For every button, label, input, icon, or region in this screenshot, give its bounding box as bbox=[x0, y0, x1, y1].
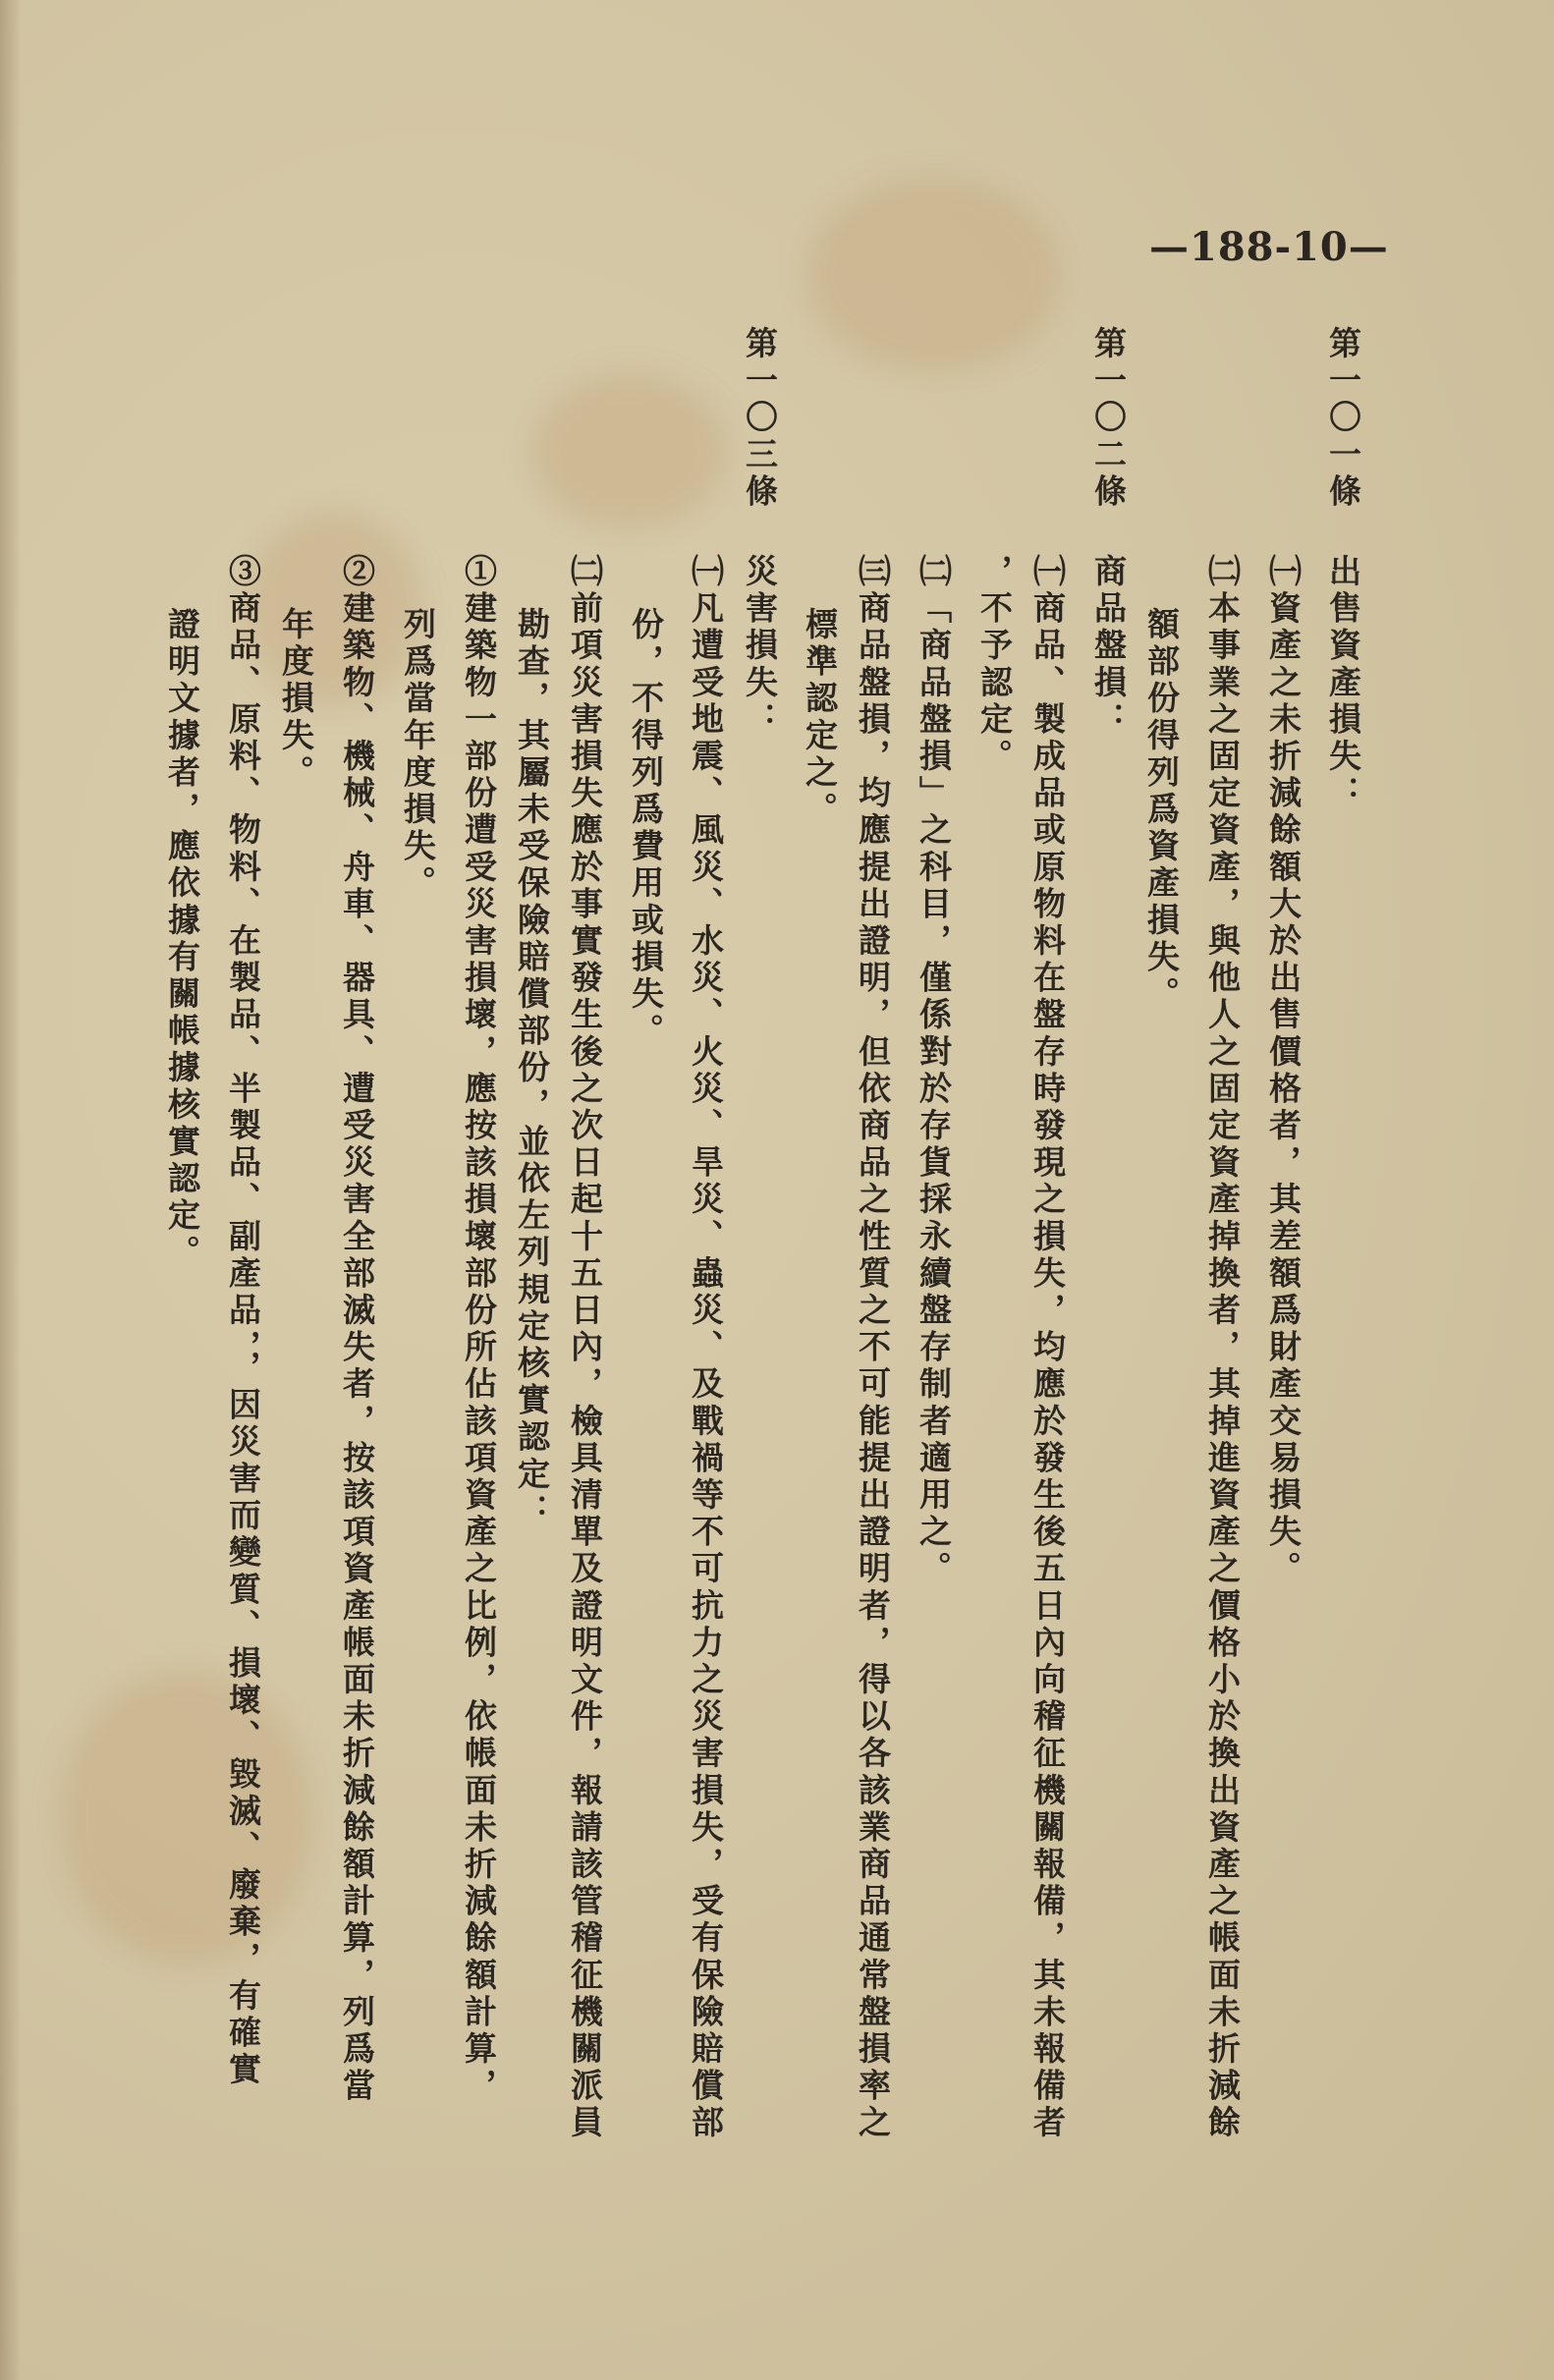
article-103-title: 災害損失： bbox=[741, 554, 779, 739]
article-103-item-2: ㈡前項災害損失應於事實發生後之次日起十五日內，檢具清單及證明文件，報請該管稽征機關派員 bbox=[566, 554, 604, 2142]
article-102-item-3: ㈢商品盤損，均應提出證明，但依商品之性質之不可能提出證明者，得以各該業商品通常盤損率之 bbox=[854, 554, 892, 2142]
article-101-item-1: ㈠資產之未折減餘額大於出售價格者，其差額爲財產交易損失。 bbox=[1264, 554, 1303, 1588]
article-103-item-1: ㈠凡遭受地震、風災、水災、火災、旱災、蟲災、及戰禍等不可抗力之災害損失，受有保險賠償部 bbox=[687, 554, 725, 2142]
article-102-item-2: ㈡「商品盤損」之科目，僅係對於存貨採永續盤存制者適用之。 bbox=[915, 554, 953, 1588]
article-102-label: 第一〇二條 bbox=[1089, 326, 1128, 511]
article-101-item-2: ㈡本事業之固定資產，與他人之固定資產掉換者，其掉進資產之價格小於換出資產之帳面未折減餘 bbox=[1203, 554, 1242, 2142]
article-103-item-1-cont: 份，不得列爲費用或損失。 bbox=[627, 607, 665, 1051]
paper-stain bbox=[530, 373, 727, 530]
article-102-item-1-cont: ，不予認定。 bbox=[975, 554, 1014, 776]
article-101-item-2-cont: 額部份得列爲資產損失。 bbox=[1142, 607, 1181, 1014]
page-number: —188-10— bbox=[1149, 224, 1389, 270]
paper-stain bbox=[59, 1670, 314, 1965]
article-102-title: 商品盤損： bbox=[1089, 554, 1128, 739]
article-102-item-3-cont: 標準認定之。 bbox=[801, 607, 839, 829]
article-103-subitem-1-cont: 列爲當年度損失。 bbox=[399, 607, 437, 903]
article-101-title: 出售資產損失： bbox=[1324, 554, 1362, 813]
article-102-item-1: ㈠商品、製成品或原物料在盤存時發現之損失，均應於發生後五日內向稽征機關報備，其未報備者 bbox=[1028, 554, 1067, 2142]
article-101-label: 第一〇一條 bbox=[1324, 326, 1362, 511]
article-103-subitem-2: ②建築物、機械、舟車、器具、遭受災害全部滅失者，按該項資產帳面未折減餘額計算，列爲當 bbox=[338, 554, 376, 2106]
paper-stain bbox=[805, 177, 1061, 373]
article-103-subitem-1: ①建築物一部份遭受災害損壞，應按該損壞部份所佔該項資產之比例，依帳面未折減餘額計算， bbox=[460, 554, 498, 2106]
article-103-label: 第一〇三條 bbox=[741, 326, 779, 511]
page-edge-shadow bbox=[0, 0, 22, 2380]
article-103-subitem-3-cont: 證明文據者，應依據有關帳據核實認定。 bbox=[163, 607, 201, 1272]
paper-stain bbox=[246, 511, 422, 707]
article-103-subitem-3: ③商品、原料、物料、在製品、半製品、副產品，，因災害而變質、損壞、毀滅、廢棄，有確實 bbox=[224, 554, 262, 2089]
article-103-subitem-2-cont: 年度損失。 bbox=[277, 607, 315, 792]
article-103-item-2-cont: 勘查，其屬未受保險賠償部份，並依左列規定核實認定： bbox=[513, 607, 551, 1530]
